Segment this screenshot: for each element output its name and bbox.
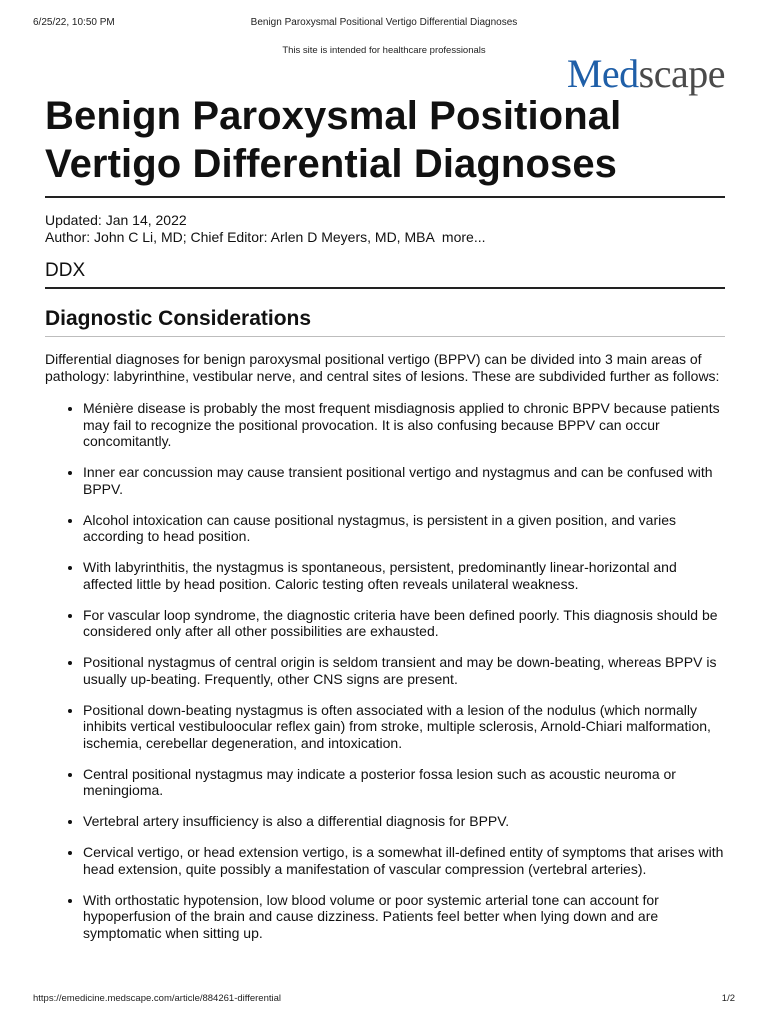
list-item: • Central positional nystagmus may indicate a posterior fossa lesion such as acoustic neuroma or meningioma. — [83, 766, 725, 799]
logo-part-scape: scape — [638, 51, 725, 96]
article — [45, 92, 725, 956]
intro-paragraph: Differential diagnoses for benign paroxysmal positional vertigo (BPPV) can be divided into 3 main areas of pathology: labyrinthine, vestibular nerve, and central sites of lesions. These are subdivided further as follows: — [45, 351, 720, 384]
logo-part-med: Med — [566, 51, 639, 96]
author-line — [45, 229, 725, 246]
list-item: • Inner ear concussion may cause transient positional vertigo and nystagmus and can be confused with BPPV. — [83, 464, 725, 497]
section-heading: Diagnostic Considerations — [45, 306, 725, 337]
page-indicator: 1/2 — [721, 993, 735, 1004]
updated-date: Updated: Jan 14, 2022 — [45, 212, 187, 228]
section-label: DDX — [45, 260, 725, 289]
healthcare-notice: This site is intended for healthcare professionals — [282, 45, 486, 56]
list-item: • Positional down-beating nystagmus is often associated with a lesion of the nodulus (which normally inhibits vertical vestibuloocular reflex gain) from stroke, multiple sclerosis, Arnold-Chiari malformation, ischemia, cerebellar degeneration, and intoxication. — [83, 702, 725, 752]
author-text: Author: John C Li, MD; Chief Editor: Arlen D Meyers, MD, MBA — [45, 229, 435, 245]
list-item: • Alcohol intoxication can cause positional nystagmus, is persistent in a given position, and varies according to head position. — [83, 512, 725, 545]
print-doc-title: Benign Paroxysmal Positional Vertigo Differential Diagnoses — [250, 17, 518, 28]
title-divider — [45, 196, 725, 198]
differential-list — [45, 400, 725, 941]
list-item: • For vascular loop syndrome, the diagnostic criteria have been defined poorly. This diagnosis should be considered only after all other possibilities are exhausted. — [83, 607, 725, 640]
list-item: • With labyrinthitis, the nystagmus is spontaneous, persistent, predominantly linear-horizontal and affected little by head position. Caloric testing often reveals unilateral weakness. — [83, 559, 725, 592]
more-authors-link[interactable]: more... — [441, 229, 486, 245]
print-header — [33, 17, 735, 28]
article-title: Benign Paroxysmal Positional Vertigo Differential Diagnoses — [45, 94, 622, 186]
list-item: • Cervical vertigo, or head extension vertigo, is a somewhat ill-defined entity of symptoms that arises with head extension, quite possibly a manifestation of vascular compression (vertebral arteries). — [83, 844, 725, 877]
article-url[interactable]: https://emedicine.medscape.com/article/884261-differential — [33, 993, 282, 1004]
list-item: • Positional nystagmus of central origin is seldom transient and may be down-beating, whereas BPPV is usually up-beating. Frequently, other CNS signs are present. — [83, 654, 725, 687]
print-datetime: 6/25/22, 10:50 PM — [33, 17, 115, 28]
list-item: • Ménière disease is probably the most frequent misdiagnosis applied to chronic BPPV because patients may fail to recognize the positional provocation. It is also confusing because BPPV can occur concomitantly. — [83, 400, 725, 450]
medscape-logo[interactable] — [566, 51, 725, 96]
print-footer — [33, 993, 735, 1004]
list-item: • With orthostatic hypotension, low blood volume or poor systemic arterial tone can account for hypoperfusion of the brain and cause dizziness. Patients feel better when lying down and are symptomatic when sitting up. — [83, 892, 725, 942]
article-meta — [45, 212, 725, 246]
list-item: • Vertebral artery insufficiency is also a differential diagnosis for BPPV. — [83, 813, 725, 830]
